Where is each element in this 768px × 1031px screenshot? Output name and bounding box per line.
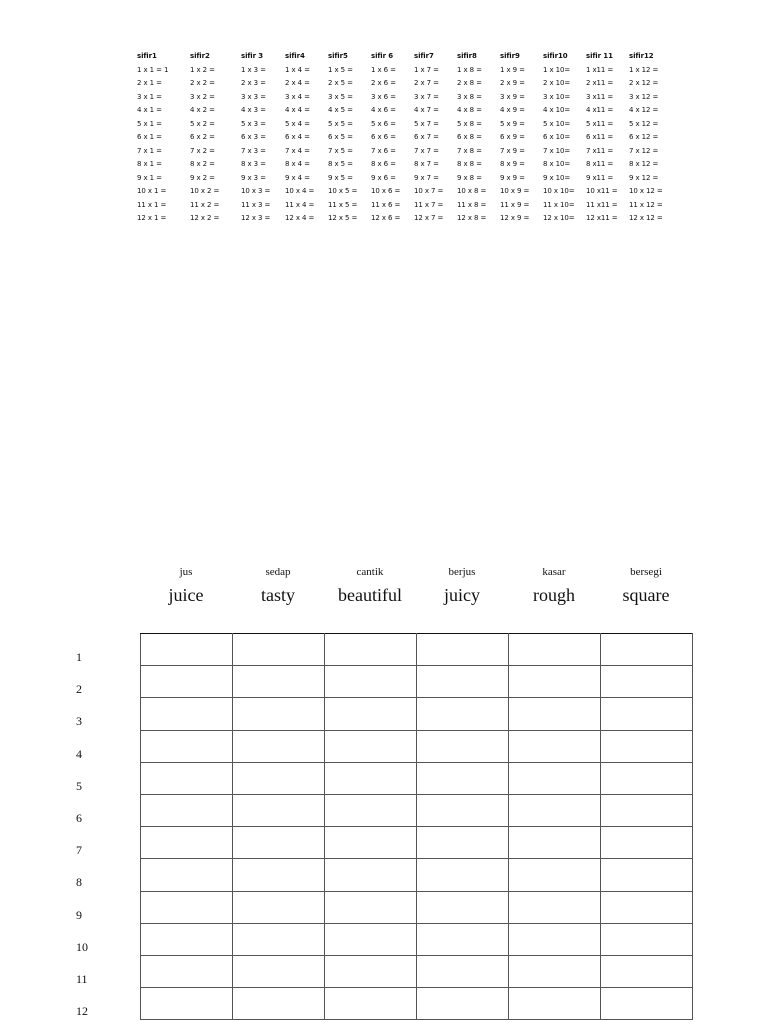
sifir-cell: 9 x 5 = xyxy=(328,173,353,182)
row-number: 7 xyxy=(76,843,82,858)
grid-cell xyxy=(141,666,233,698)
english-word: juicy xyxy=(444,585,480,605)
sifir-cell: 8 x 2 = xyxy=(190,160,215,168)
grid-cell xyxy=(509,891,601,923)
sifir-cell: 9 x 6 = xyxy=(371,173,396,182)
sifir-cell: 4 x11 = xyxy=(586,106,614,114)
sifir-cell: 11 x 9 = xyxy=(500,200,530,209)
sifir-cell: 7 x11 = xyxy=(586,146,614,155)
sifir-cell: 10 x 2 = xyxy=(190,187,220,195)
sifir-cell: 10 x 3 = xyxy=(241,187,271,195)
sifir-cell: 5 x 1 = xyxy=(137,119,162,128)
english-word: tasty xyxy=(261,585,295,605)
row-number: 5 xyxy=(76,778,82,793)
sifir-cell: 3 x 10= xyxy=(543,92,571,101)
grid-cell xyxy=(325,827,417,859)
grid-cell xyxy=(601,634,693,666)
sifir-cell: 11 x 2 = xyxy=(190,200,220,209)
grid-cell xyxy=(233,859,325,891)
sifir-cell: 7 x 6 = xyxy=(371,146,396,155)
sifir-cell: 11 x 7 = xyxy=(414,200,444,209)
grid-cell xyxy=(509,666,601,698)
sifir-cell: 7 x 12 = xyxy=(629,146,659,155)
sifir-cell: 6 x 3 = xyxy=(241,133,266,141)
grid-cell xyxy=(601,666,693,698)
malay-word: berjus xyxy=(448,566,476,578)
grid-cell xyxy=(325,859,417,891)
sifir-row xyxy=(137,158,674,172)
sifir-cell: 6 x 1 = xyxy=(137,133,162,141)
sifir-cell: 6 x 8 = xyxy=(457,133,482,141)
sifir-cell: 2 x 7 = xyxy=(414,79,439,87)
sifir-cell: 5 x 4 = xyxy=(285,119,310,128)
sifir-cell: 11 x 3 = xyxy=(241,200,271,209)
grid-cell xyxy=(325,988,417,1020)
grid-row xyxy=(141,923,693,955)
sifir-cell: 11 x 6 = xyxy=(371,200,401,209)
sifir-cell: 6 x 6 = xyxy=(371,133,396,141)
grid-cell xyxy=(325,634,417,666)
row-number-column xyxy=(76,645,88,1031)
grid-cell xyxy=(509,988,601,1020)
grid-cell xyxy=(417,730,509,762)
grid-row xyxy=(141,762,693,794)
sifir-cell: 12 x 8 = xyxy=(457,214,487,222)
sifir-cell: 8 x 7 = xyxy=(414,160,439,168)
grid-cell xyxy=(417,666,509,698)
sifir-cell: 8 x 12 = xyxy=(629,160,659,168)
grid-cell xyxy=(509,923,601,955)
grid-cell xyxy=(417,698,509,730)
grid-cell xyxy=(601,794,693,826)
sifir-cell: 9 x 12 = xyxy=(629,173,659,182)
sifir-cell: 7 x 9 = xyxy=(500,146,525,155)
grid-cell xyxy=(325,698,417,730)
grid-cell xyxy=(325,730,417,762)
grid-cell xyxy=(141,827,233,859)
grid-cell xyxy=(601,762,693,794)
sifir-cell: 8 x 8 = xyxy=(457,160,482,168)
grid-cell xyxy=(141,794,233,826)
sifir-cell: 1 x 12 = xyxy=(629,65,659,74)
grid-cell xyxy=(509,859,601,891)
sifir-cell: 10 x 1 = xyxy=(137,187,167,195)
sifir-cell: 3 x 5 = xyxy=(328,92,353,101)
sifir-cell: 6 x 9 = xyxy=(500,133,525,141)
grid-cell xyxy=(141,730,233,762)
sifir-cell: 3 x 4 = xyxy=(285,92,310,101)
sifir-cell: 10 x 8 = xyxy=(457,187,487,195)
grid-cell xyxy=(233,827,325,859)
grid-cell xyxy=(509,762,601,794)
sifir-cell: 9 x 7 = xyxy=(414,173,439,182)
vocabulary-column-header xyxy=(140,563,232,609)
multiplication-tables xyxy=(137,50,674,226)
sifir-cell: 7 x 3 = xyxy=(241,146,266,155)
sifir-cell: 4 x 6 = xyxy=(371,106,396,114)
grid-cell xyxy=(233,794,325,826)
sifir-header: sifir 3 xyxy=(241,52,264,60)
sifir-cell: 5 x11 = xyxy=(586,119,614,128)
sifir-cell: 1 x 3 = xyxy=(241,65,266,74)
grid-cell xyxy=(601,730,693,762)
grid-row xyxy=(141,955,693,987)
grid-cell xyxy=(233,762,325,794)
sifir-cell: 2 x 1 = xyxy=(137,79,162,87)
grid-cell xyxy=(233,955,325,987)
sifir-cell: 10 x 10= xyxy=(543,187,575,195)
sifir-cell: 1 x11 = xyxy=(586,65,614,74)
row-number: 2 xyxy=(76,682,82,697)
sifir-cell: 5 x 2 = xyxy=(190,119,215,128)
sifir-row xyxy=(137,64,674,78)
row-number: 8 xyxy=(76,875,82,890)
sifir-row xyxy=(137,77,674,91)
sifir-header: sifir 6 xyxy=(371,52,394,60)
grid-cell xyxy=(417,955,509,987)
sifir-cell: 2 x 2 = xyxy=(190,79,215,87)
english-word: juice xyxy=(168,585,204,605)
sifir-cell: 9 x11 = xyxy=(586,173,614,182)
sifir-cell: 2 x 4 = xyxy=(285,79,310,87)
sifir-cell: 1 x 8 = xyxy=(457,65,482,74)
sifir-cell: 6 x11 = xyxy=(586,133,614,141)
sifir-cell: 10 x 12 = xyxy=(629,187,663,195)
grid-cell xyxy=(601,988,693,1020)
sifir-cell: 11 x 12 = xyxy=(629,200,663,209)
grid-cell xyxy=(417,859,509,891)
vocabulary-column-header xyxy=(600,563,692,609)
sifir-cell: 1 x 6 = xyxy=(371,65,396,74)
sifir-row xyxy=(137,212,674,226)
sifir-cell: 8 x 3 = xyxy=(241,160,266,168)
sifir-cell: 6 x 12 = xyxy=(629,133,659,141)
sifir-row xyxy=(137,185,674,199)
sifir-cell: 6 x 4 = xyxy=(285,133,310,141)
sifir-cell: 4 x 1 = xyxy=(137,106,162,114)
grid-cell xyxy=(233,923,325,955)
sifir-header: sifir7 xyxy=(414,52,434,60)
sifir-row xyxy=(137,199,674,213)
sifir-cell: 6 x 10= xyxy=(543,133,571,141)
sifir-cell: 12 x11 = xyxy=(586,214,618,222)
vocabulary-column-header xyxy=(508,563,600,609)
grid-cell xyxy=(601,827,693,859)
grid-cell xyxy=(601,698,693,730)
sifir-header: sifir4 xyxy=(285,52,305,60)
sifir-cell: 11 x 8 = xyxy=(457,200,487,209)
sifir-cell: 5 x 5 = xyxy=(328,119,353,128)
grid-cell xyxy=(141,698,233,730)
grid-cell xyxy=(417,762,509,794)
vocabulary-column-header xyxy=(324,563,416,609)
grid-cell xyxy=(141,762,233,794)
sifir-row xyxy=(137,172,674,186)
sifir-cell: 8 x 9 = xyxy=(500,160,525,168)
sifir-cell: 5 x 7 = xyxy=(414,119,439,128)
grid-cell xyxy=(417,634,509,666)
sifir-cell: 10 x 6 = xyxy=(371,187,401,195)
sifir-cell: 2 x 10= xyxy=(543,79,571,87)
malay-word: bersegi xyxy=(630,566,662,578)
sifir-cell: 12 x 9 = xyxy=(500,214,530,222)
sifir-cell: 9 x 4 = xyxy=(285,173,310,182)
sifir-cell: 8 x 4 = xyxy=(285,160,310,168)
sifir-cell: 3 x 9 = xyxy=(500,92,525,101)
grid-cell xyxy=(141,988,233,1020)
sifir-cell: 9 x 8 = xyxy=(457,173,482,182)
sifir-header-row xyxy=(137,50,674,64)
sifir-cell: 5 x 8 = xyxy=(457,119,482,128)
row-number: 12 xyxy=(76,1004,88,1019)
sifir-cell: 3 x 12 = xyxy=(629,92,659,101)
grid-cell xyxy=(233,988,325,1020)
sifir-cell: 10 x 4 = xyxy=(285,187,315,195)
sifir-cell: 5 x 10= xyxy=(543,119,571,128)
sifir-cell: 12 x 5 = xyxy=(328,214,358,222)
sifir-cell: 6 x 7 = xyxy=(414,133,439,141)
sifir-cell: 4 x 3 = xyxy=(241,106,266,114)
grid-row xyxy=(141,666,693,698)
sifir-cell: 3 x 8 = xyxy=(457,92,482,101)
sifir-cell: 4 x 12 = xyxy=(629,106,659,114)
grid-row xyxy=(141,794,693,826)
grid-cell xyxy=(601,891,693,923)
grid-cell xyxy=(417,923,509,955)
row-number: 6 xyxy=(76,810,82,825)
sifir-cell: 10 x 5 = xyxy=(328,187,358,195)
sifir-cell: 7 x 7 = xyxy=(414,146,439,155)
sifir-cell: 11 x 1 = xyxy=(137,200,167,209)
grid-cell xyxy=(325,762,417,794)
sifir-cell: 11 x 5 = xyxy=(328,200,358,209)
sifir-cell: 1 x 2 = xyxy=(190,65,215,74)
sifir-cell: 5 x 9 = xyxy=(500,119,525,128)
malay-word: sedap xyxy=(265,566,291,578)
sifir-cell: 12 x 12 = xyxy=(629,214,663,222)
sifir-cell: 12 x 10= xyxy=(543,214,575,222)
grid-row xyxy=(141,730,693,762)
grid-cell xyxy=(325,794,417,826)
grid-cell xyxy=(141,634,233,666)
sifir-header: sifir9 xyxy=(500,52,520,60)
sifir-cell: 4 x 5 = xyxy=(328,106,353,114)
sifir-cell: 9 x 3 = xyxy=(241,173,266,182)
sifir-cell: 2 x 9 = xyxy=(500,79,525,87)
sifir-cell: 12 x 4 = xyxy=(285,214,315,222)
sifir-cell: 2 x 3 = xyxy=(241,79,266,87)
sifir-row xyxy=(137,118,674,132)
grid-cell xyxy=(601,955,693,987)
grid-row xyxy=(141,891,693,923)
row-number: 11 xyxy=(76,971,88,986)
grid-cell xyxy=(601,859,693,891)
sifir-cell: 12 x 2 = xyxy=(190,214,220,222)
sifir-cell: 3 x 6 = xyxy=(371,92,396,101)
sifir-cell: 3 x 3 = xyxy=(241,92,266,101)
sifir-header: sifir 11 xyxy=(586,52,613,60)
sifir-cell: 4 x 4 = xyxy=(285,106,310,114)
sifir-cell: 5 x 6 = xyxy=(371,119,396,128)
sifir-header: sifir10 xyxy=(543,52,568,60)
sifir-cell: 2 x 6 = xyxy=(371,79,396,87)
sifir-cell: 8 x 1 = xyxy=(137,160,162,168)
row-number: 4 xyxy=(76,746,82,761)
sifir-cell: 9 x 2 = xyxy=(190,173,215,182)
sifir-row xyxy=(137,104,674,118)
grid-cell xyxy=(509,827,601,859)
sifir-row xyxy=(137,131,674,145)
sifir-cell: 1 x 5 = xyxy=(328,65,353,74)
sifir-cell: 5 x 12 = xyxy=(629,119,659,128)
sifir-header: sifir5 xyxy=(328,52,348,60)
sifir-cell: 12 x 3 = xyxy=(241,214,271,222)
answer-grid xyxy=(140,633,693,1020)
sifir-cell: 4 x 2 = xyxy=(190,106,215,114)
grid-cell xyxy=(233,698,325,730)
malay-word: cantik xyxy=(356,566,384,578)
grid-row xyxy=(141,827,693,859)
grid-cell xyxy=(509,955,601,987)
sifir-cell: 3 x 2 = xyxy=(190,92,215,101)
grid-cell xyxy=(417,794,509,826)
sifir-cell: 8 x 6 = xyxy=(371,160,396,168)
sifir-cell: 6 x 5 = xyxy=(328,133,353,141)
grid-cell xyxy=(509,698,601,730)
sifir-header: sifir12 xyxy=(629,52,654,60)
malay-word: jus xyxy=(179,566,193,578)
grid-cell xyxy=(325,955,417,987)
malay-word: kasar xyxy=(542,566,566,578)
sifir-cell: 1 x 1 = 1 xyxy=(137,65,169,74)
grid-row xyxy=(141,698,693,730)
sifir-cell: 10 x11 = xyxy=(586,187,618,195)
sifir-cell: 4 x 9 = xyxy=(500,106,525,114)
grid-cell xyxy=(325,923,417,955)
sifir-cell: 8 x 10= xyxy=(543,160,571,168)
sifir-cell: 2 x 8 = xyxy=(457,79,482,87)
sifir-header: sifir2 xyxy=(190,52,210,60)
sifir-cell: 3 x11 = xyxy=(586,92,614,101)
english-word: beautiful xyxy=(338,585,402,605)
sifir-row xyxy=(137,145,674,159)
sifir-cell: 2 x 5 = xyxy=(328,79,353,87)
sifir-cell: 7 x 1 = xyxy=(137,146,162,155)
sifir-cell: 12 x 1 = xyxy=(137,214,167,222)
sifir-cell: 10 x 7 = xyxy=(414,187,444,195)
grid-cell xyxy=(601,923,693,955)
sifir-cell: 1 x 9 = xyxy=(500,65,525,74)
grid-cell xyxy=(233,666,325,698)
grid-cell xyxy=(325,666,417,698)
grid-cell xyxy=(141,859,233,891)
grid-cell xyxy=(417,827,509,859)
sifir-header: sifir1 xyxy=(137,52,157,60)
row-number: 1 xyxy=(76,650,82,664)
row-number: 3 xyxy=(76,714,82,729)
sifir-cell: 12 x 6 = xyxy=(371,214,401,222)
grid-cell xyxy=(233,891,325,923)
sifir-cell: 12 x 7 = xyxy=(414,214,444,222)
sifir-cell: 7 x 4 = xyxy=(285,146,310,155)
grid-cell xyxy=(233,730,325,762)
grid-cell xyxy=(509,634,601,666)
sifir-cell: 10 x 9 = xyxy=(500,187,530,195)
vocabulary-column-header xyxy=(232,563,324,609)
sifir-cell: 4 x 8 = xyxy=(457,106,482,114)
sifir-cell: 2 x 12 = xyxy=(629,79,659,87)
english-word: rough xyxy=(533,585,575,605)
sifir-body xyxy=(137,64,674,226)
sifir-cell: 7 x 2 = xyxy=(190,146,215,155)
grid-cell xyxy=(141,955,233,987)
row-number: 10 xyxy=(76,939,88,954)
grid-cell xyxy=(325,891,417,923)
sifir-cell: 11 x 10= xyxy=(543,200,575,209)
sifir-cell: 7 x 5 = xyxy=(328,146,353,155)
grid-cell xyxy=(141,891,233,923)
grid-cell xyxy=(141,923,233,955)
sifir-cell: 3 x 7 = xyxy=(414,92,439,101)
sifir-cell: 6 x 2 = xyxy=(190,133,215,141)
sifir-cell: 3 x 1 = xyxy=(137,92,162,101)
sifir-cell: 8 x11 = xyxy=(586,160,614,168)
sifir-cell: 7 x 10= xyxy=(543,146,571,155)
grid-cell xyxy=(233,634,325,666)
grid-cell xyxy=(509,730,601,762)
grid-row xyxy=(141,859,693,891)
sifir-cell: 4 x 10= xyxy=(543,106,571,114)
sifir-cell: 9 x 1 = xyxy=(137,173,162,182)
sifir-cell: 2 x11 = xyxy=(586,79,614,87)
grid-cell xyxy=(417,988,509,1020)
sifir-cell: 11 x11 = xyxy=(586,200,618,209)
sifir-cell: 1 x 10= xyxy=(543,65,571,74)
sifir-header: sifir8 xyxy=(457,52,477,60)
sifir-cell: 7 x 8 = xyxy=(457,146,482,155)
grid-cell xyxy=(509,794,601,826)
vocabulary-header xyxy=(140,563,692,609)
grid-row xyxy=(141,988,693,1020)
english-word: square xyxy=(622,585,670,605)
sifir-cell: 8 x 5 = xyxy=(328,160,353,168)
sifir-cell: 9 x 10= xyxy=(543,173,571,182)
vocabulary-column-header xyxy=(416,563,508,609)
sifir-cell: 4 x 7 = xyxy=(414,106,439,114)
sifir-cell: 1 x 7 = xyxy=(414,65,439,74)
sifir-cell: 9 x 9 = xyxy=(500,173,525,182)
sifir-cell: 1 x 4 = xyxy=(285,65,310,74)
row-number: 9 xyxy=(76,907,82,922)
sifir-row xyxy=(137,91,674,105)
sifir-cell: 5 x 3 = xyxy=(241,119,266,128)
sifir-cell: 11 x 4 = xyxy=(285,200,315,209)
grid-row xyxy=(141,634,693,666)
grid-cell xyxy=(417,891,509,923)
